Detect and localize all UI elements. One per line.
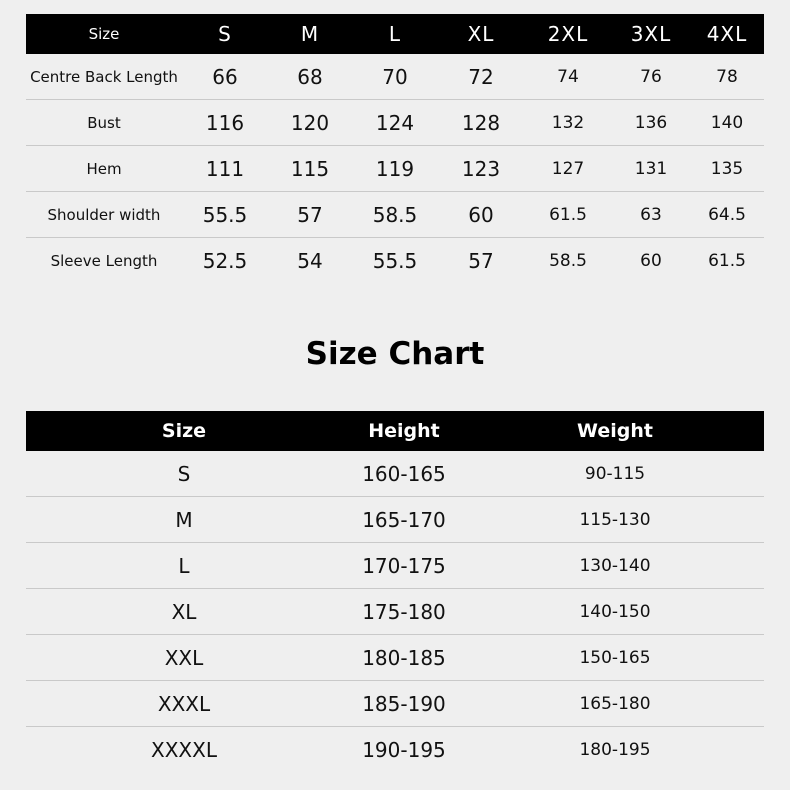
table-row: [26, 543, 764, 589]
cell-value: 128: [438, 100, 524, 146]
cell-value: 116: [182, 100, 268, 146]
cell-size: XL: [26, 589, 342, 635]
cell-value: 111: [182, 146, 268, 192]
cell-value: 55.5: [372, 248, 418, 273]
cell-value: 60: [640, 250, 662, 271]
cell-value: 61.5: [708, 250, 746, 271]
header-2xl: 2XL: [524, 14, 612, 54]
measurement-header-row: [26, 14, 764, 54]
cell-height: 190-195: [362, 737, 446, 762]
cell-weight: 130-140: [466, 543, 764, 589]
size-chart-title: Size Chart: [305, 336, 485, 372]
header-weight: Weight: [466, 411, 764, 451]
table-row: [26, 100, 764, 146]
cell-value: 52.5: [202, 248, 248, 273]
table-row: [26, 727, 764, 773]
cell-size: XXL: [26, 635, 342, 681]
cell-value: 123: [438, 146, 524, 192]
measurement-table: [26, 14, 764, 283]
cell-value: 64.5: [690, 192, 764, 238]
table-row: [26, 635, 764, 681]
cell-value: 66: [182, 54, 268, 100]
cell-value: 57: [468, 248, 494, 273]
cell-value: 131: [612, 146, 690, 192]
cell-value: 70: [352, 54, 438, 100]
row-label: Bust: [26, 100, 182, 146]
header-xl: XL: [438, 14, 524, 54]
table-row: [26, 54, 764, 100]
row-label: Hem: [26, 146, 182, 192]
cell-value: 127: [524, 146, 612, 192]
cell-value: 136: [612, 100, 690, 146]
table-row: [26, 451, 764, 497]
cell-value: 119: [352, 146, 438, 192]
cell-weight: 140-150: [466, 589, 764, 635]
cell-value: 132: [524, 100, 612, 146]
size-chart-table: [26, 411, 764, 772]
row-label: Sleeve Length: [50, 251, 158, 270]
cell-weight: 150-165: [466, 635, 764, 681]
cell-height: 160-165: [342, 451, 466, 497]
table-row: [26, 589, 764, 635]
cell-value: 120: [268, 100, 352, 146]
cell-value: 61.5: [524, 192, 612, 238]
row-label: Centre Back Length: [26, 54, 182, 100]
cell-size: M: [26, 497, 342, 543]
size-chart-header-row: [26, 411, 764, 451]
cell-height: 180-185: [342, 635, 466, 681]
cell-value: 54: [297, 248, 323, 273]
cell-value: 78: [690, 54, 764, 100]
header-size: Size: [26, 411, 342, 451]
cell-size: L: [26, 543, 342, 589]
row-label: Shoulder width: [26, 192, 182, 238]
cell-value: 57: [268, 192, 352, 238]
cell-size: XXXXL: [151, 737, 217, 762]
cell-height: 185-190: [342, 681, 466, 727]
cell-height: 170-175: [342, 543, 466, 589]
cell-value: 115: [268, 146, 352, 192]
table-row: [26, 192, 764, 238]
table-row: [26, 497, 764, 543]
cell-value: 68: [268, 54, 352, 100]
header-height: Height: [342, 411, 466, 451]
header-s: S: [182, 14, 268, 54]
cell-weight: 165-180: [466, 681, 764, 727]
cell-value: 76: [612, 54, 690, 100]
cell-size: XXXL: [26, 681, 342, 727]
header-size: Size: [26, 14, 182, 54]
cell-value: 63: [612, 192, 690, 238]
cell-size: S: [26, 451, 342, 497]
cell-value: 55.5: [182, 192, 268, 238]
header-4xl: 4XL: [690, 14, 764, 54]
cell-value: 58.5: [352, 192, 438, 238]
header-3xl: 3XL: [612, 14, 690, 54]
cell-value: 74: [524, 54, 612, 100]
cell-weight: 90-115: [466, 451, 764, 497]
table-row: [26, 238, 764, 284]
cell-weight: 180-195: [579, 739, 651, 760]
table-row: [26, 146, 764, 192]
table-row: [26, 681, 764, 727]
cell-value: 124: [352, 100, 438, 146]
cell-value: 72: [438, 54, 524, 100]
cell-value: 140: [690, 100, 764, 146]
cell-height: 165-170: [342, 497, 466, 543]
cell-height: 175-180: [342, 589, 466, 635]
header-m: M: [268, 14, 352, 54]
cell-value: 60: [438, 192, 524, 238]
cell-value: 135: [690, 146, 764, 192]
cell-value: 58.5: [549, 250, 587, 271]
cell-weight: 115-130: [466, 497, 764, 543]
header-l: L: [352, 14, 438, 54]
